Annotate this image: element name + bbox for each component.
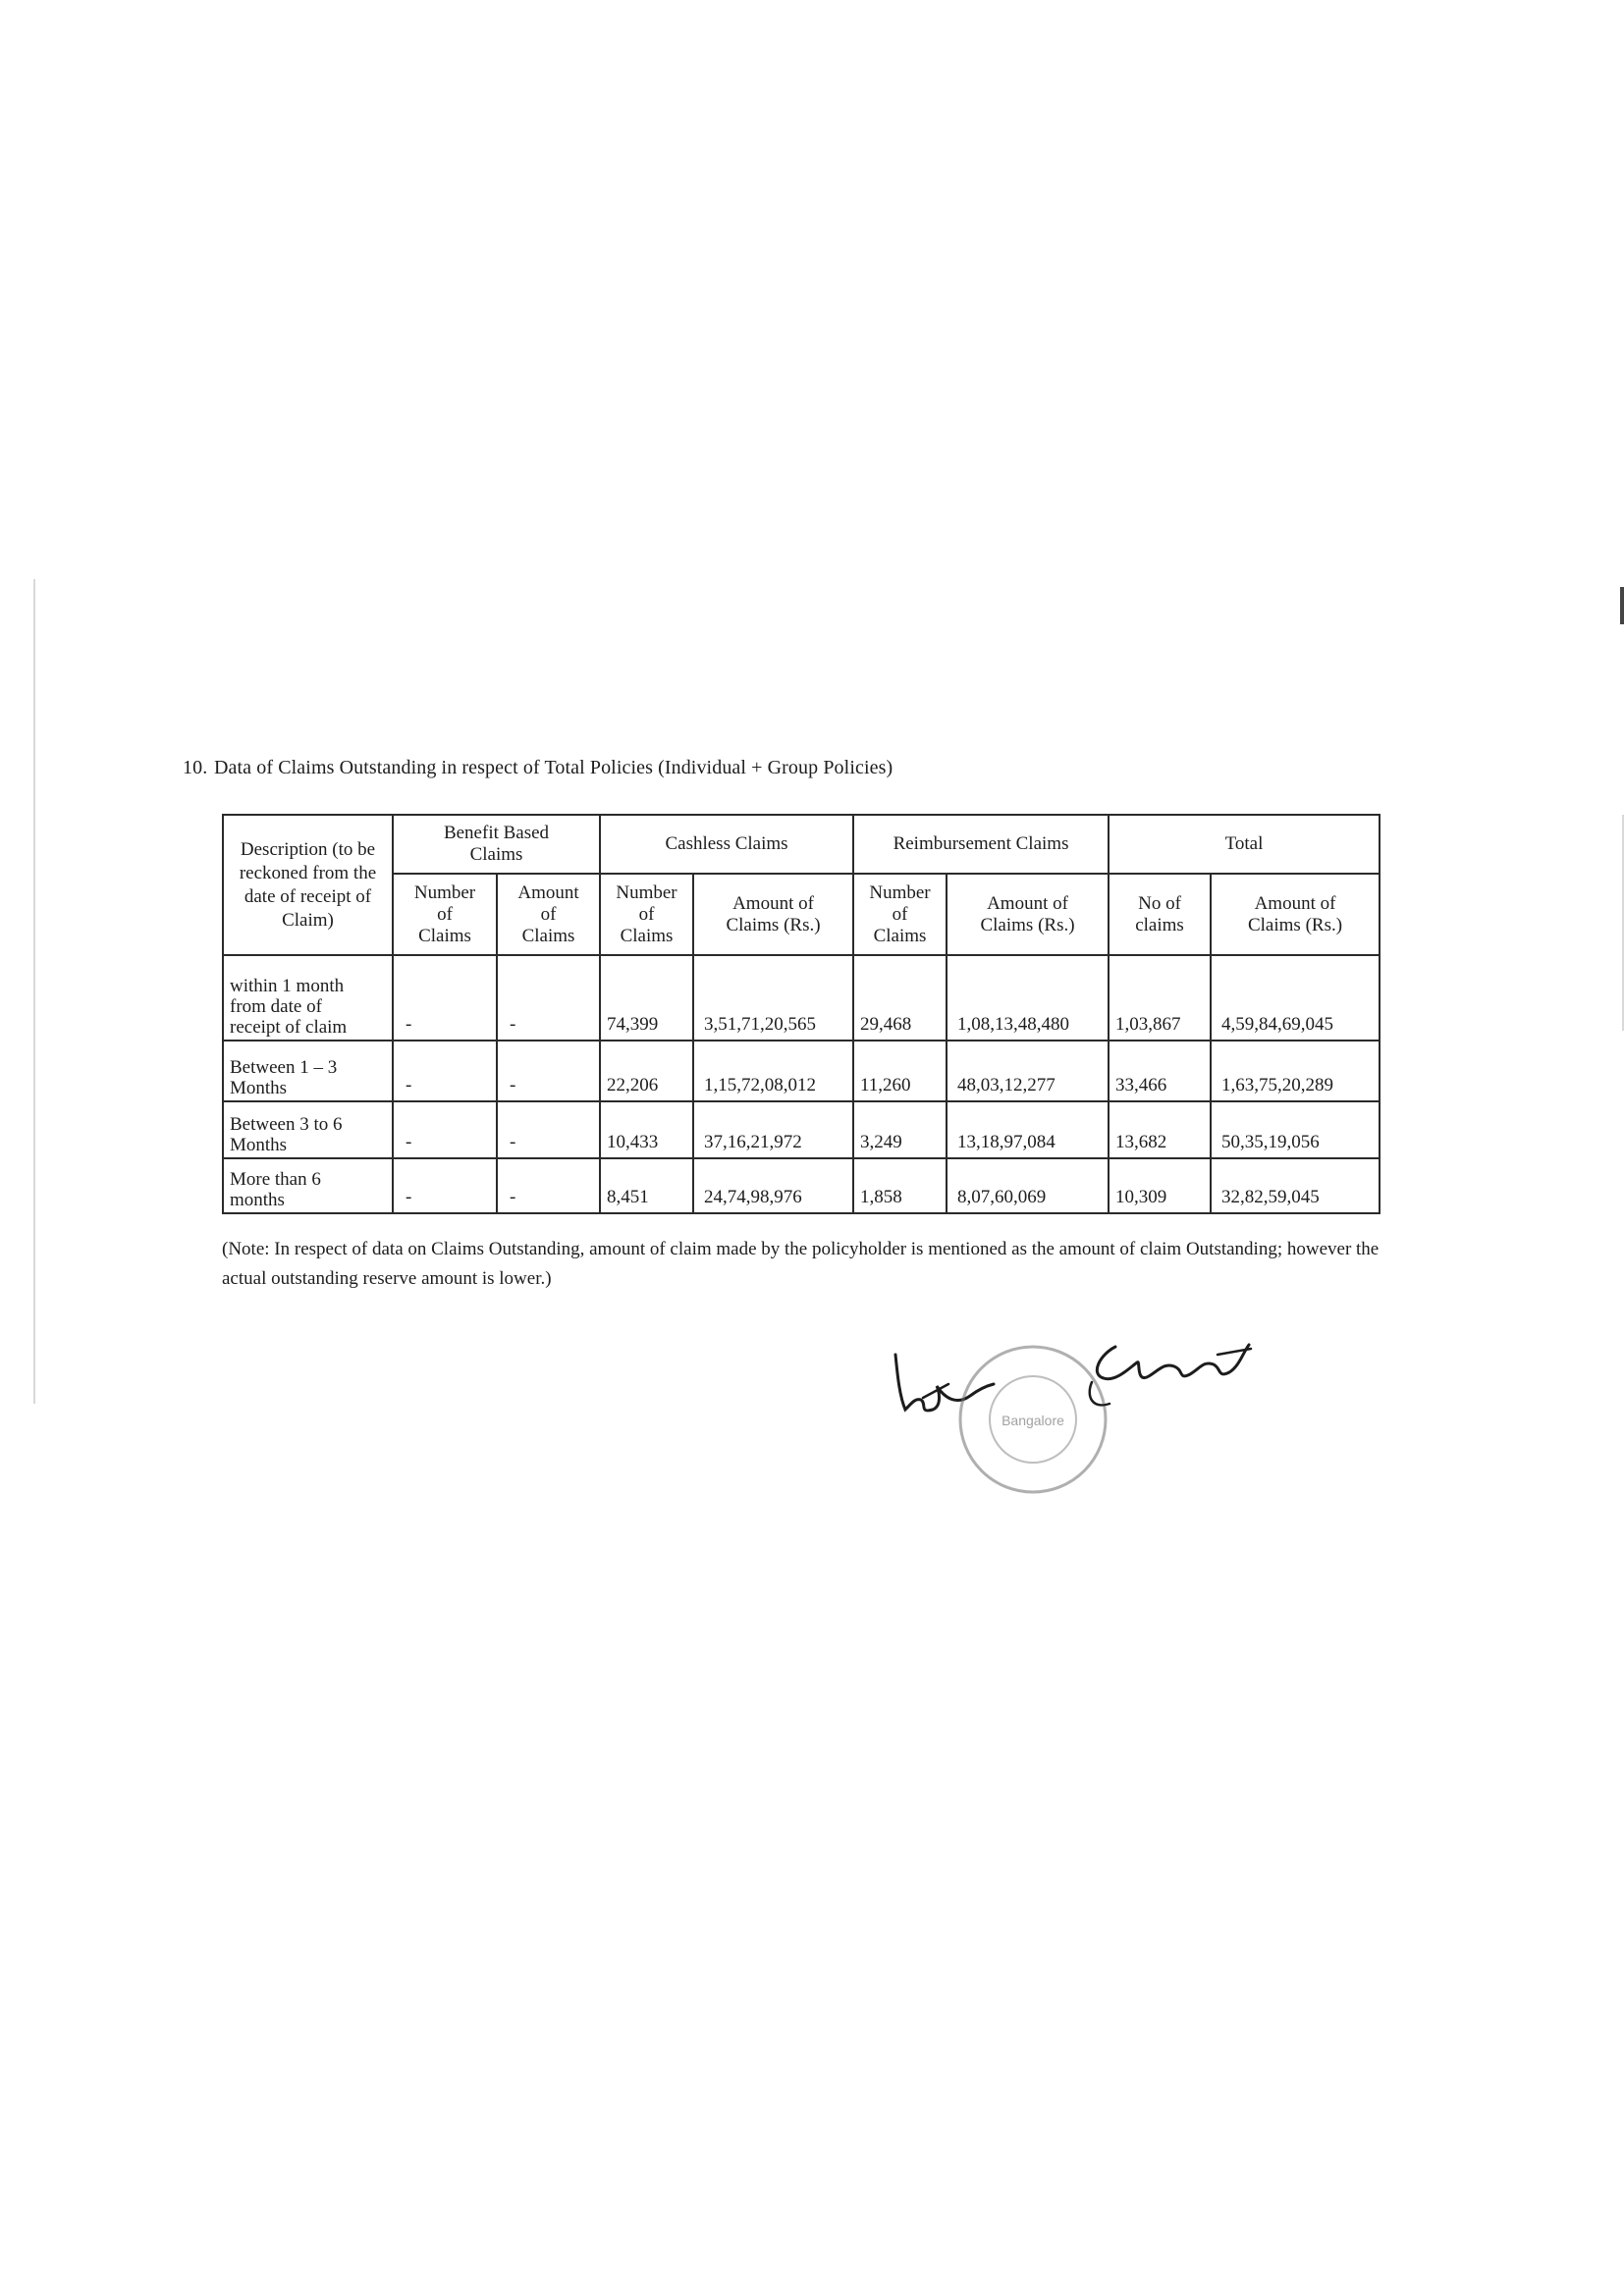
cell-total-number: 1,03,867 <box>1109 955 1211 1041</box>
subheader-cashless-number: Number of Claims <box>600 874 693 955</box>
header-reimbursement-claims: Reimbursement Claims <box>853 815 1109 874</box>
subheader-total-amount: Amount of Claims (Rs.) <box>1211 874 1380 955</box>
section-heading <box>183 757 893 779</box>
cell-total-amount: 4,59,84,69,045 <box>1211 955 1380 1041</box>
subheader-reimb-number: Number of Claims <box>853 874 947 955</box>
cell-cashless-amount: 3,51,71,20,565 <box>693 955 853 1041</box>
cell-total-number: 33,466 <box>1109 1041 1211 1101</box>
cell-reimb-amount: 13,18,97,084 <box>947 1101 1109 1158</box>
table-row <box>223 1158 1380 1213</box>
signature-right <box>1097 1345 1249 1379</box>
scan-edge-left <box>33 579 35 1404</box>
subheader-cashless-amount: Amount of Claims (Rs.) <box>693 874 853 955</box>
cell-total-amount: 50,35,19,056 <box>1211 1101 1380 1158</box>
cell-cashless-number: 22,206 <box>600 1041 693 1101</box>
subheader-reimb-amount: Amount of Claims (Rs.) <box>947 874 1109 955</box>
row-description: Between 1 – 3 Months <box>223 1041 393 1101</box>
subheader-benefit-number: Number of Claims <box>393 874 497 955</box>
cell-benefit-number: - <box>393 1158 497 1213</box>
table-row <box>223 1041 1380 1101</box>
cell-reimb-number: 11,260 <box>853 1041 947 1101</box>
section-number: 10. <box>183 757 208 778</box>
cell-cashless-amount: 37,16,21,972 <box>693 1101 853 1158</box>
table-row <box>223 955 1380 1041</box>
header-cashless-claims: Cashless Claims <box>600 815 853 874</box>
cell-total-amount: 1,63,75,20,289 <box>1211 1041 1380 1101</box>
table-row <box>223 1101 1380 1158</box>
claims-outstanding-table <box>222 814 1380 1214</box>
row-description: within 1 month from date of receipt of claim <box>223 955 393 1041</box>
signature-block <box>884 1335 1296 1512</box>
cell-reimb-number: 3,249 <box>853 1101 947 1158</box>
cell-cashless-number: 8,451 <box>600 1158 693 1213</box>
header-benefit-based-claims: Benefit Based Claims <box>393 815 600 874</box>
cell-benefit-amount: - <box>497 1101 600 1158</box>
cell-cashless-amount: 24,74,98,976 <box>693 1158 853 1213</box>
cell-reimb-number: 1,858 <box>853 1158 947 1213</box>
cell-benefit-amount: - <box>497 1041 600 1101</box>
cell-reimb-number: 29,468 <box>853 955 947 1041</box>
subheader-benefit-amount: Amount of Claims <box>497 874 600 955</box>
section-title-text: Data of Claims Outstanding in respect of Total Policies (Individual + Group Policies) <box>214 757 893 778</box>
cell-cashless-number: 74,399 <box>600 955 693 1041</box>
cell-benefit-amount: - <box>497 1158 600 1213</box>
cell-cashless-number: 10,433 <box>600 1101 693 1158</box>
cell-reimb-amount: 48,03,12,277 <box>947 1041 1109 1101</box>
header-total: Total <box>1109 815 1380 874</box>
company-stamp <box>960 1347 1106 1492</box>
signature-left <box>895 1355 994 1411</box>
cell-total-number: 10,309 <box>1109 1158 1211 1213</box>
stamp-city: Bangalore <box>1001 1413 1064 1428</box>
cell-cashless-amount: 1,15,72,08,012 <box>693 1041 853 1101</box>
cell-reimb-amount: 8,07,60,069 <box>947 1158 1109 1213</box>
cell-benefit-amount: - <box>497 955 600 1041</box>
row-description: Between 3 to 6 Months <box>223 1101 393 1158</box>
subheader-total-number: No of claims <box>1109 874 1211 955</box>
header-description: Description (to be reckoned from the date of receipt of Claim) <box>223 815 393 955</box>
cell-benefit-number: - <box>393 955 497 1041</box>
footnote: (Note: In respect of data on Claims Outstanding, amount of claim made by the policyholder is mentioned as the amount of claim Outstanding; however the actual outstanding reserve amount is lower.) <box>222 1239 1380 1289</box>
cell-benefit-number: - <box>393 1041 497 1101</box>
signatures-and-stamp <box>884 1335 1296 1512</box>
scan-edge-right <box>1620 587 1624 624</box>
cell-total-number: 13,682 <box>1109 1101 1211 1158</box>
cell-reimb-amount: 1,08,13,48,480 <box>947 955 1109 1041</box>
row-description: More than 6 months <box>223 1158 393 1213</box>
cell-benefit-number: - <box>393 1101 497 1158</box>
cell-total-amount: 32,82,59,045 <box>1211 1158 1380 1213</box>
